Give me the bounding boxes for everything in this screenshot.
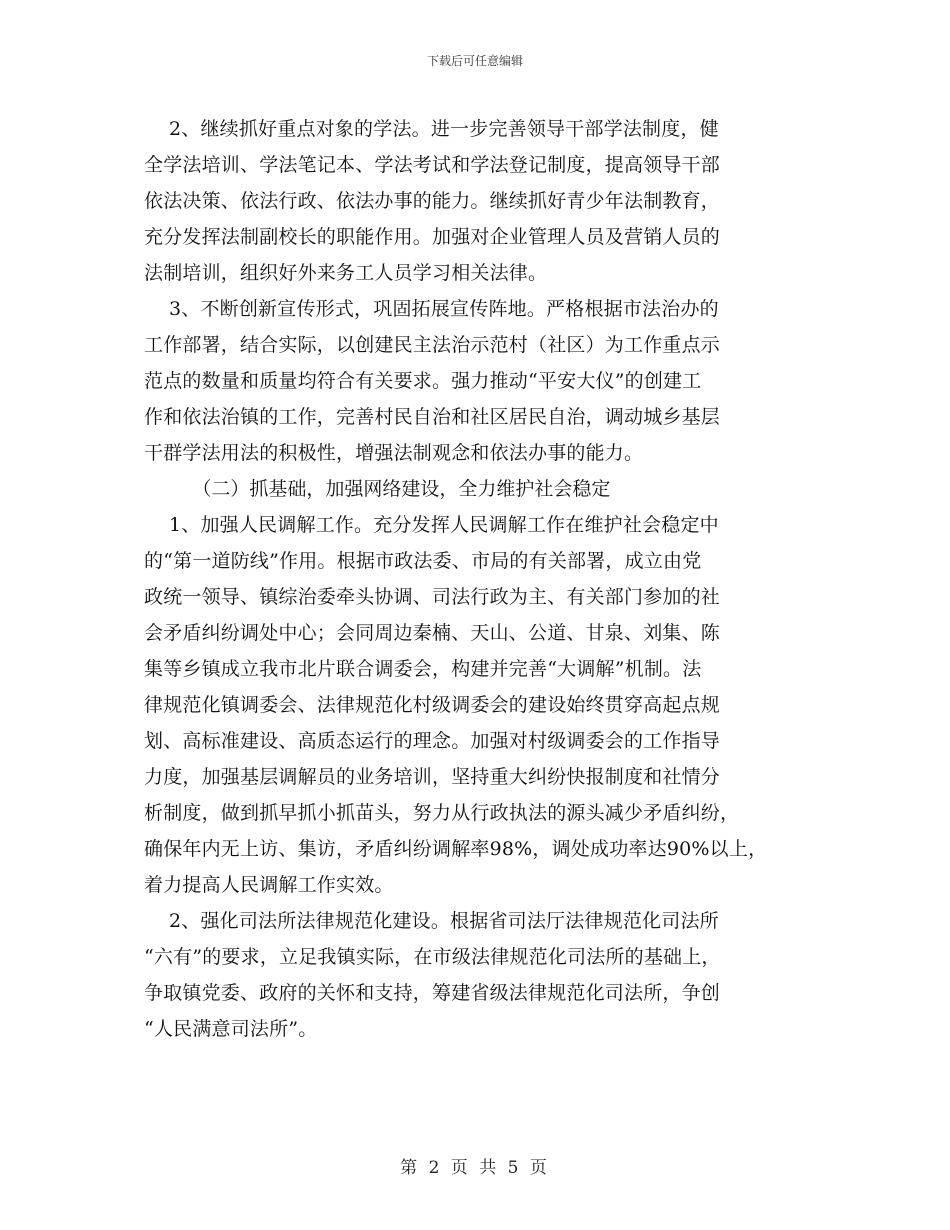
paragraph-study-law (144, 111, 806, 291)
text-line: 政统一领导、镇综治委牵头协调、司法行政为主、有关部门参加的社 (144, 586, 721, 608)
text-line: 工作部署，结合实际，以创建民主法治示范村（社区）为工作重点示 (144, 334, 721, 356)
text-line: 律规范化镇调委会、法律规范化村级调委会的建设始终贯穿高起点规 (144, 694, 721, 716)
text-line: 干群学法用法的积极性，增强法制观念和依法办事的能力。 (144, 442, 644, 464)
document-body (144, 111, 806, 1047)
paragraph-mediation (144, 507, 806, 903)
header-note: 下载后可任意编辑 (426, 54, 523, 68)
text-line: 的“第一道防线”作用。根据市政法委、市局的有关部署，成立由党 (144, 550, 702, 572)
text-line: 依法决策、依法行政、依法办事的能力。继续抓好青少年法制教育， (144, 190, 721, 212)
text-line: 着力提高人民调解工作实效。 (144, 874, 394, 896)
text-line: 范点的数量和质量均符合有关要求。强力推动“平安大仪”的创建工 (144, 370, 702, 392)
text-line: 1、加强人民调解工作。充分发挥人民调解工作在维护社会稳定中 (144, 514, 719, 536)
text-line: 作和依法治镇的工作，完善村民自治和社区居民自治，调动城乡基层 (144, 406, 721, 428)
text-line: 确保年内无上访、集访，矛盾纠纷调解率98%，调处成功率达90%以上， (144, 838, 768, 860)
text-line: 3、不断创新宣传形式，巩固拓展宣传阵地。严格根据市法治办的 (144, 298, 719, 320)
text-line: 集等乡镇成立我市北片联合调委会，构建并完善“大调解”机制。法 (144, 658, 702, 680)
text-line: 划、高标准建设、高质态运行的理念。加强对村级调委会的工作指导 (144, 730, 721, 752)
text-line: “六有”的要求，立足我镇实际，在市级法律规范化司法所的基础上， (144, 946, 721, 968)
text-line: 力度，加强基层调解员的业务培训，坚持重大纠纷快报制度和社情分 (144, 766, 721, 788)
page-number: 第 2 页 共 5 页 (400, 1158, 550, 1178)
text-line: 2、强化司法所法律规范化建设。根据省司法厅法律规范化司法所 (144, 910, 719, 932)
text-line: 全学法培训、学法笔记本、学法考试和学法登记制度，提高领导干部 (144, 154, 721, 176)
text-line: 争取镇党委、政府的关怀和支持，筹建省级法律规范化司法所，争创 (144, 982, 721, 1004)
section-heading: （二）抓基础，加强网络建设，全力维护社会稳定 (144, 478, 611, 500)
text-line: “人民满意司法所”。 (144, 1018, 318, 1040)
text-line: 析制度，做到抓早抓小抓苗头，努力从行政执法的源头减少矛盾纠纷， (144, 802, 740, 824)
paragraph-judicial-office (144, 903, 806, 1047)
paragraph-publicity (144, 291, 806, 471)
text-line: 会矛盾纠纷调处中心；会同周边秦楠、天山、公道、甘泉、刘集、陈 (144, 622, 721, 644)
text-line: 法制培训，组织好外来务工人员学习相关法律。 (144, 262, 548, 284)
text-line: 充分发挥法制副校长的职能作用。加强对企业管理人员及营销人员的 (144, 226, 721, 248)
text-line: 2、继续抓好重点对象的学法。进一步完善领导干部学法制度，健 (144, 118, 719, 140)
